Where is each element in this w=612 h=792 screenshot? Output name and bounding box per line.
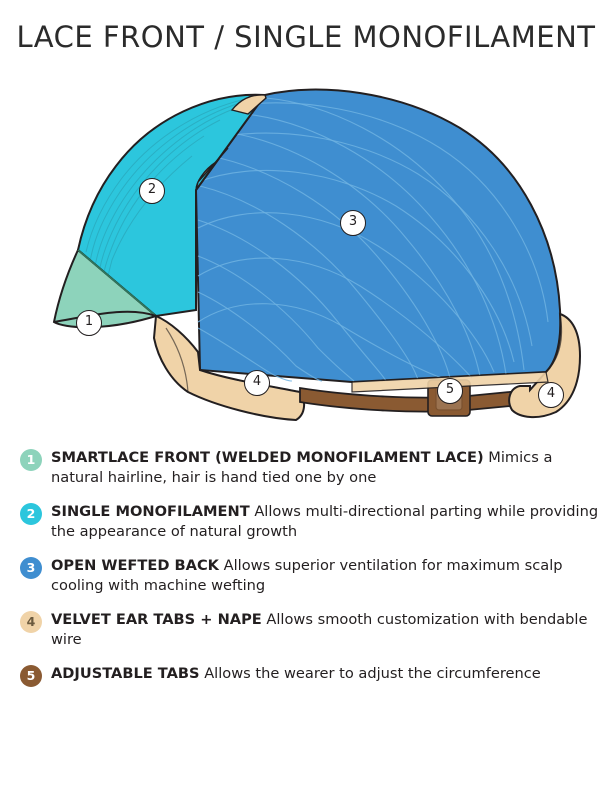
diagram-badge-1: 1	[76, 310, 102, 336]
legend-desc-5: Allows the wearer to adjust the circumference	[204, 665, 541, 682]
legend-term-1: SMARTLACE FRONT (WELDED MONOFILAMENT LACE)	[51, 449, 484, 466]
legend-term-4: VELVET EAR TABS + NAPE	[51, 611, 262, 628]
legend-badge-2: 2	[20, 503, 42, 525]
page-title: LACE FRONT / SINGLE MONOFILAMENT	[16, 20, 596, 54]
legend	[20, 448, 600, 701]
legend-badge-1: 1	[20, 449, 42, 471]
legend-text-3	[51, 556, 600, 596]
legend-item-2	[20, 502, 600, 542]
cap-illustration	[0, 70, 612, 430]
cap-diagram	[0, 70, 612, 430]
legend-item-3	[20, 556, 600, 596]
legend-text-5	[51, 664, 541, 684]
diagram-badge-4-front: 4	[244, 370, 270, 396]
diagram-badge-5: 5	[437, 378, 463, 404]
diagram-badge-3: 3	[340, 210, 366, 236]
region-open-wefted-back	[196, 90, 560, 382]
legend-item-1	[20, 448, 600, 488]
legend-desc-1: Mimics a natural hairline, hair is hand tied one by one	[51, 449, 553, 486]
diagram-badge-4-nape: 4	[538, 382, 564, 408]
legend-term-2: SINGLE MONOFILAMENT	[51, 503, 250, 520]
legend-badge-4: 4	[20, 611, 42, 633]
legend-text-4	[51, 610, 600, 650]
diagram-badge-2: 2	[139, 178, 165, 204]
legend-term-5: ADJUSTABLE TABS	[51, 665, 200, 682]
legend-desc-3: Allows superior ventilation for maximum scalp cooling with machine wefting	[51, 557, 563, 594]
legend-badge-3: 3	[20, 557, 42, 579]
legend-item-4	[20, 610, 600, 650]
legend-term-3: OPEN WEFTED BACK	[51, 557, 219, 574]
legend-text-1	[51, 448, 600, 488]
legend-item-5	[20, 664, 600, 687]
legend-text-2	[51, 502, 600, 542]
legend-desc-2: Allows multi-directional parting while providing the appearance of natural growth	[51, 503, 599, 540]
legend-badge-5: 5	[20, 665, 42, 687]
legend-desc-4: Allows smooth customization with bendable wire	[51, 611, 588, 648]
